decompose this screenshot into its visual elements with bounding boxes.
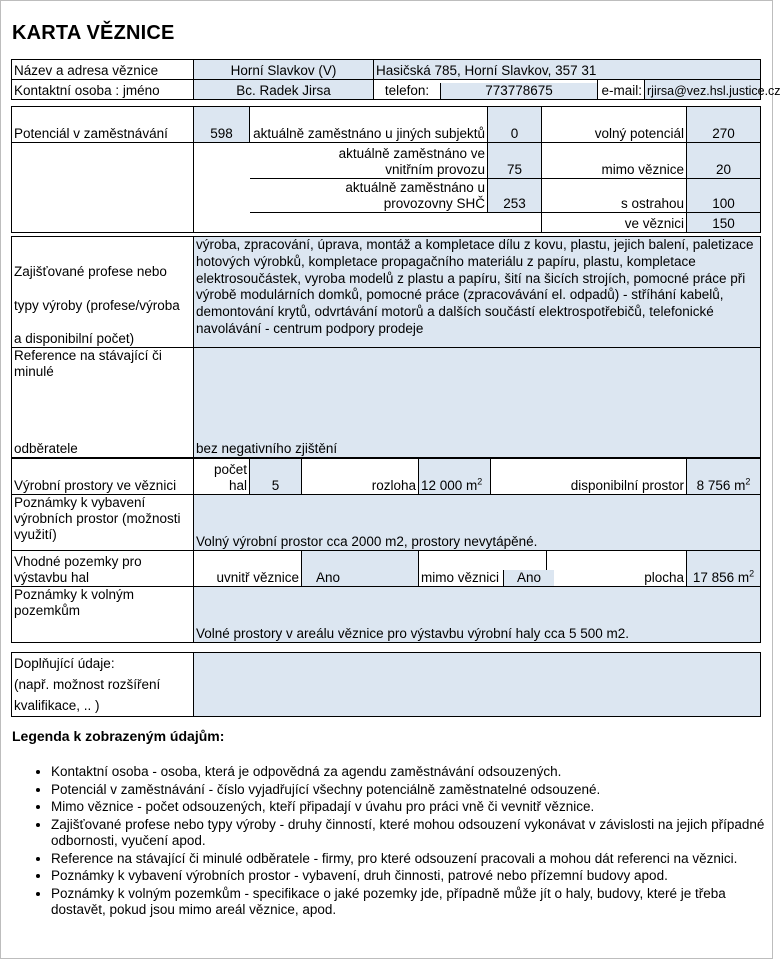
area-cell <box>419 459 491 495</box>
additional-label-1: Doplňující údaje: <box>14 656 115 671</box>
references-label-1: Reference na stávající či minulé <box>14 348 162 379</box>
area-unit-exp: 2 <box>477 476 483 487</box>
phone-label: telefon: <box>384 83 430 98</box>
land-label: Vhodné pozemky pro výstavbu hal <box>12 551 194 587</box>
outside-label: mimo věznice <box>542 143 687 179</box>
professions-label-2: typy výroby (profese/výroba <box>14 298 180 313</box>
references-text: bez negativního zjištění <box>194 348 761 458</box>
professions-label-1: Zajišťované profese nebo <box>14 264 167 279</box>
free-potential-value: 270 <box>687 107 761 143</box>
land-area-cell <box>687 551 761 587</box>
phone-value: 773778675 <box>440 83 597 99</box>
additional-table <box>11 652 761 717</box>
land-outside-label: mimo věznici <box>421 570 500 585</box>
contact-label: Kontaktní osoba : jméno <box>12 80 194 100</box>
phone-cell <box>374 80 598 100</box>
legend-list <box>33 764 776 920</box>
potential-spacer <box>250 213 488 233</box>
free-potential-label: volný potenciál <box>542 107 687 143</box>
land-area-unit-exp: 2 <box>749 568 755 579</box>
prison-name: Horní Slavkov (V) <box>194 60 374 80</box>
potential-spacer <box>194 143 250 179</box>
legend-title: Legenda k zobrazeným údajům: <box>12 728 225 744</box>
page-title: KARTA VĚZNICE <box>12 22 175 44</box>
additional-label-cell <box>12 653 194 717</box>
internal-value: 75 <box>488 143 542 179</box>
additional-label-2: (např. možnost rozšíření kvalifikace, .. ) <box>14 677 161 713</box>
outside-value: 20 <box>687 143 761 179</box>
available-value: 8 756 m <box>696 478 746 493</box>
land-outside-value: Ano <box>503 570 554 586</box>
production-label: Výrobní prostory ve věznici <box>12 459 194 495</box>
shc-value: 253 <box>488 179 542 213</box>
legend-item: • Zajišťované profese nebo typy výroby - druhy činností, které mohou odsouzení vykonávat v závislosti na jejich případné odbornosti, vyučení apod. <box>51 817 776 850</box>
legend-item: • Kontaktní osoba - osoba, která je odpovědná za agendu zaměstnávání odsouzených. <box>51 764 776 781</box>
email-label: e-mail: <box>598 80 645 100</box>
production-table <box>11 458 761 643</box>
references-label-cell <box>12 348 194 458</box>
legend-item: • Poznámky k volným pozemkům - specifikace o jaké pozemky jde, případně může jít o haly, budovy, které je třeba dostavět, pokud jsou mimo areál věznice, apod. <box>51 886 776 919</box>
potential-spacer <box>12 213 194 233</box>
internal-label: aktuálně zaměstnáno ve vnitřním provozu <box>250 143 488 179</box>
potential-label: Potenciál v zaměstnávání <box>12 107 194 143</box>
available-cell <box>687 459 761 495</box>
area-value: 12 000 m <box>421 478 478 493</box>
free-land-text: Volné prostory v areálu věznice pro výstavbu výrobní haly cca 5 500 m2. <box>194 587 761 643</box>
potential-spacer <box>488 213 542 233</box>
halls-value: 5 <box>250 459 302 495</box>
potential-total: 598 <box>194 107 250 143</box>
shc-label: aktuálně zaměstnáno u provozovny SHČ <box>250 179 488 213</box>
land-area-label: plocha <box>547 551 687 587</box>
additional-value <box>194 653 761 717</box>
legend-item: • Reference na stávající či minulé odběratele - firmy, pro které odsouzení pracovali a mohou dát referenci na věznici. <box>51 851 776 868</box>
land-outside-cell <box>419 551 547 587</box>
potential-table <box>11 106 761 233</box>
inside-value: 150 <box>687 213 761 233</box>
area-label: rozloha <box>302 459 419 495</box>
professions-label-3: a disponibilní počet) <box>14 331 135 346</box>
potential-spacer <box>12 143 194 179</box>
other-subjects-value: 0 <box>488 107 542 143</box>
land-inside-value: Ano <box>302 551 419 587</box>
potential-spacer <box>194 213 250 233</box>
inside-label: ve věznici <box>542 213 687 233</box>
potential-spacer <box>12 179 194 213</box>
land-area-value: 17 856 m <box>692 570 750 585</box>
professions-table <box>11 236 761 458</box>
prison-address: Hasičská 785, Horní Slavkov, 357 31 <box>374 60 761 80</box>
email-value: rjirsa@vez.hsl.justice.cz <box>645 80 761 100</box>
legend-item: • Poznámky k vybavení výrobních prostor - vybavení, druh činnosti, patrové nebo přízemní budovy apod. <box>51 868 776 885</box>
references-label-2: odběratele <box>14 441 78 456</box>
available-label: disponibilní prostor <box>491 459 687 495</box>
potential-spacer <box>194 179 250 213</box>
legend-item: • Potenciál v zaměstnávání - číslo vyjadřující všechny potenciálně zaměstnatelné odsouzené. <box>51 782 776 799</box>
professions-label-cell <box>12 237 194 348</box>
professions-text: výroba, zpracování, úprava, montáž a kompletace dílu z kovu, plastu, jejich balení, paletizace hotových výrobků, kompletace propagačního materiálu z papíru, plastu, kompletace elektrosoučástek, vyroba modelů z plastu a papíru, šití na šicích strojích, pomocné práce při výrobě modulárních domků, pomocné práce (zpracovávání el. odpadů) - stříhání kabelů, demontování krytů, odvrtávání motorů a dalších součástí elektrospotřebičů, telefonické navolávání - centrum podpory prodeje <box>194 237 761 348</box>
halls-label: počet hal <box>194 459 250 495</box>
available-unit-exp: 2 <box>745 476 751 487</box>
equipment-label: Poznámky k vybavení výrobních prostor (možnosti využití) <box>12 495 194 551</box>
legend-item: • Mimo věznice - počet odsouzených, kteří připadají v úvahu pro práci vně či vevnitř věznice. <box>51 799 776 816</box>
equipment-text: Volný výrobní prostor cca 2000 m2, prostory nevytápěné. <box>194 495 761 551</box>
contact-name: Bc. Radek Jirsa <box>194 80 374 100</box>
free-land-label: Poznámky k volným pozemkům <box>12 587 194 643</box>
other-subjects-label: aktuálně zaměstnáno u jiných subjektů <box>250 107 488 143</box>
guarded-label: s ostrahou <box>542 179 687 213</box>
guarded-value: 100 <box>687 179 761 213</box>
prison-info-table <box>11 59 781 100</box>
land-inside-label: uvnitř věznice <box>194 551 302 587</box>
name-label: Název a adresa věznice <box>12 60 194 80</box>
